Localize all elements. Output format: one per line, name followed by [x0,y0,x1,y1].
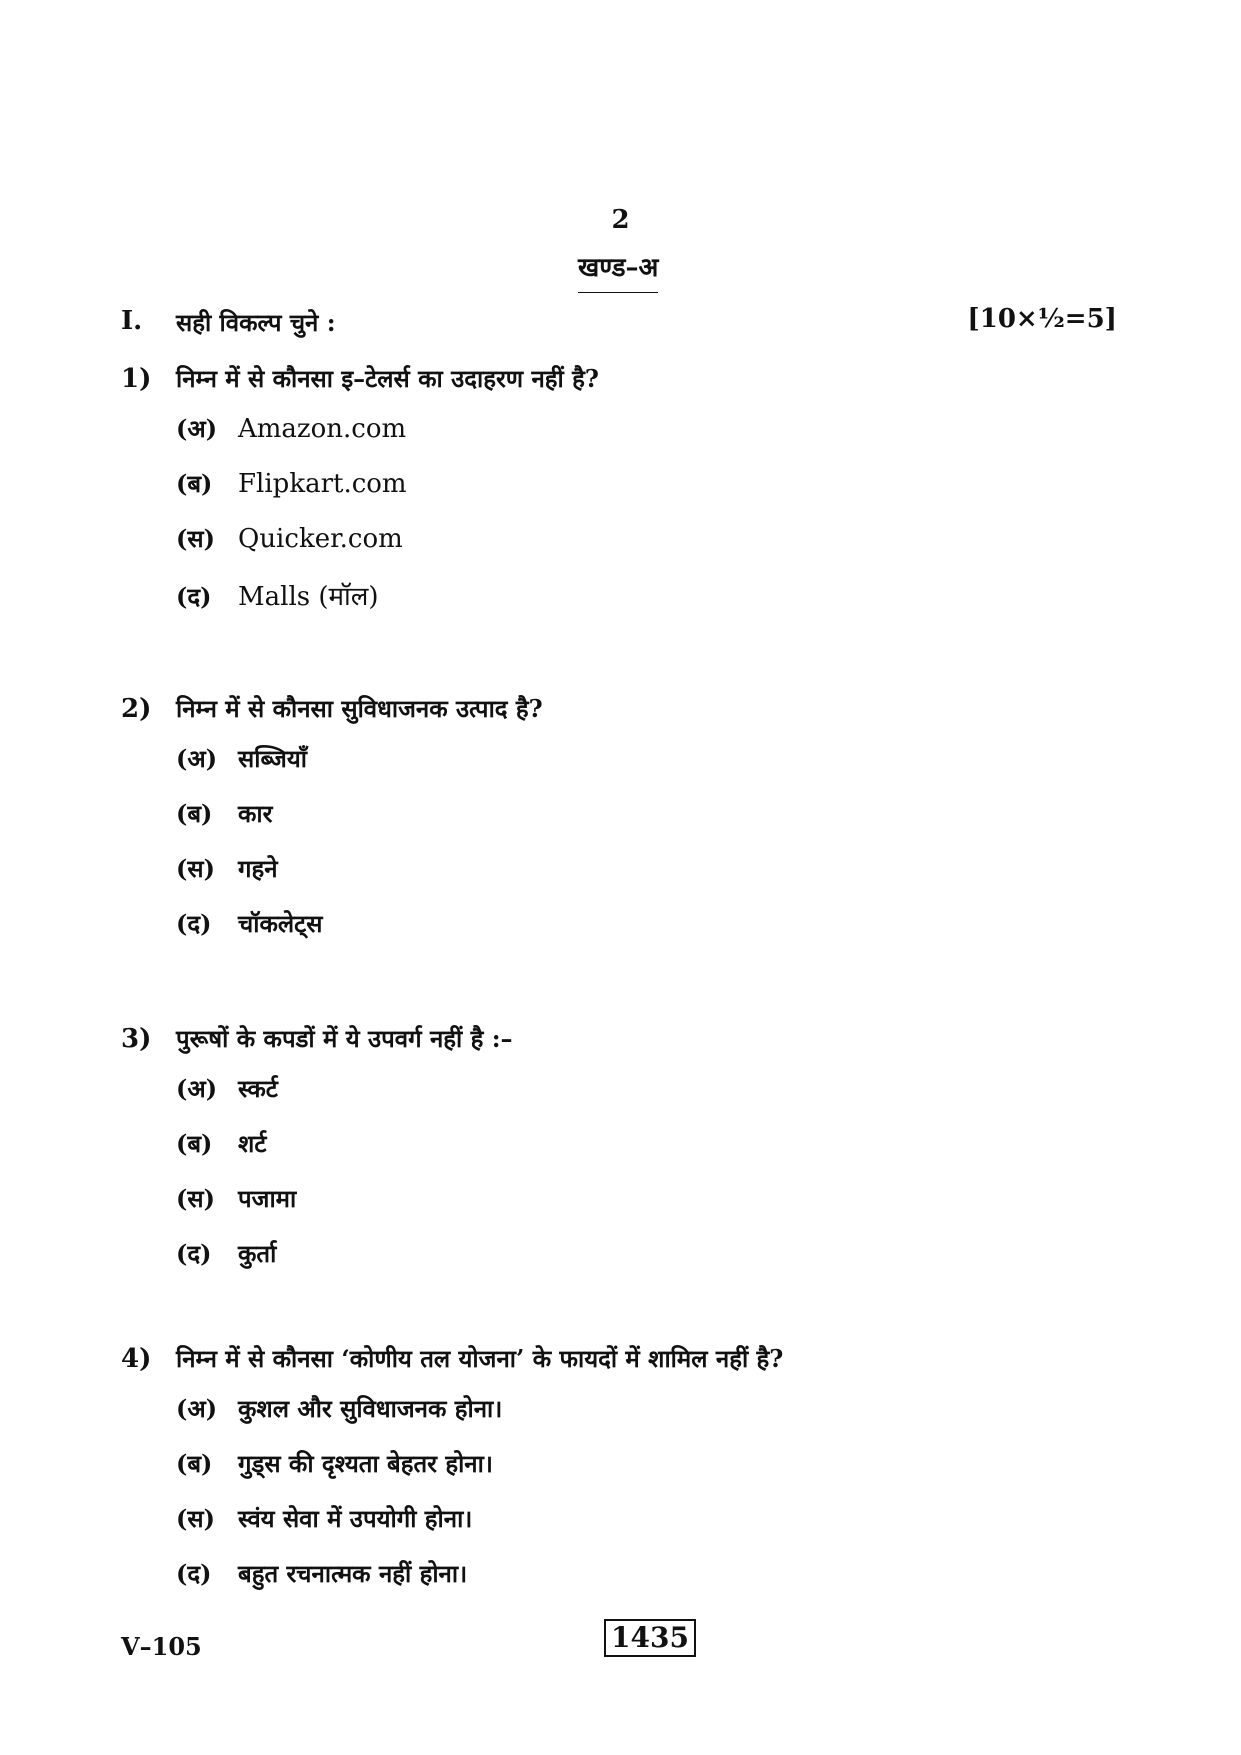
question-number: 3) [121,1024,152,1054]
option-b [176,1127,1121,1182]
question-text: निम्न में से कौनसा ‘कोणीय तल योजना’ के फायदों में शामिल नहीं है? [176,1344,784,1373]
option-c [176,1182,1121,1237]
instruction-number: I. [121,306,143,336]
option-text: Flipkart.com [238,469,407,499]
option-d [176,577,1121,632]
option-b [176,797,1121,852]
option-c [176,852,1121,907]
option-label: (द) [176,1239,212,1268]
option-label: (द) [176,909,212,938]
option-text: स्कर्ट [238,1074,278,1103]
option-text: गहने [238,854,278,883]
paper-number-box: 1435 [604,1619,696,1657]
question-text: निम्न में से कौनसा सुविधाजनक उत्पाद है? [176,694,543,723]
option-d [176,1557,1121,1612]
page-number: 2 [611,205,630,235]
question-4 [121,1342,1121,1612]
question-text: पुरूषों के कपडों में ये उपवर्ग नहीं है :– [176,1024,513,1053]
option-text: बहुत रचनात्मक नहीं होना। [238,1559,468,1588]
option-text: शर्ट [238,1129,267,1158]
option-d [176,907,1121,962]
option-label: (अ) [176,1074,218,1103]
option-text: Amazon.com [238,414,407,444]
question-number: 2) [121,694,152,724]
instruction-text: सही विकल्प चुने : [176,308,336,337]
option-text: कुशल और सुविधाजनक होना। [238,1394,503,1423]
option-a [176,1072,1121,1127]
option-label: (ब) [176,469,213,498]
option-label: (द) [176,582,212,611]
option-label: (स) [176,524,215,553]
option-text: कार [238,799,273,828]
option-a [176,1392,1121,1447]
option-text: सब्जियाँ [238,744,307,773]
option-a [176,742,1121,797]
question-3 [121,1022,1121,1292]
option-text: Quicker.com [238,524,403,554]
option-label: (स) [176,1184,215,1213]
option-text: कुर्ता [238,1239,277,1268]
section-title: खण्ड–अ [578,248,658,293]
option-c [176,1502,1121,1557]
option-b [176,467,1121,522]
option-label: (अ) [176,744,218,773]
option-label: (ब) [176,1129,213,1158]
question-2 [121,692,1121,962]
option-label: (अ) [176,414,218,443]
option-a [176,412,1121,467]
option-label: (अ) [176,1394,218,1423]
option-text: गुड्स की दृश्यता बेहतर होना। [238,1449,493,1478]
option-text: पजामा [238,1184,297,1213]
question-text: निम्न में से कौनसा इ–टेलर्स का उदाहरण नहीं है? [176,364,599,393]
question-1 [121,362,1121,632]
option-label: (ब) [176,1449,213,1478]
option-label: (स) [176,1504,215,1533]
question-number: 4) [121,1344,152,1374]
option-label: (ब) [176,799,213,828]
option-label: (द) [176,1559,212,1588]
option-text: स्वंय सेवा में उपयोगी होना। [238,1504,473,1533]
option-b [176,1447,1121,1502]
option-text: चॉकलेट्स [238,909,323,938]
instruction-marks: [10×½=5] [967,304,1117,334]
option-d [176,1237,1121,1292]
option-text: Malls (मॉल) [238,582,379,612]
option-c [176,522,1121,577]
question-number: 1) [121,364,152,394]
option-label: (स) [176,854,215,883]
paper-code: V–105 [121,1632,202,1661]
